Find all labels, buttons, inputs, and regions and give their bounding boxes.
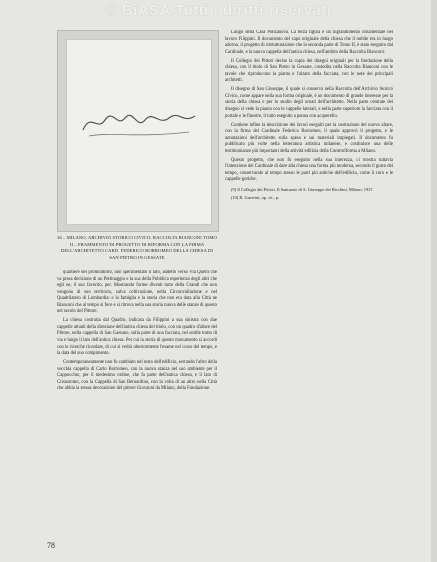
page-number: 78 (47, 541, 55, 550)
right-text-column (225, 30, 393, 540)
signature-image (79, 102, 199, 142)
right-paragraph-4: Contiene infine la descrizione dei lavori eseguiti per la costruzione del nuovo altare, con la firma del Cardinale Federico Borromeo, il quale approvò il progetto, e le annotazioni dell'architetto sulla spesa e sui materiali impiegati. Il documento fu pubblicato più volte nella letteratura artistica milanese, e costituisce una delle testimonianze più importanti della attività edilizia della Controriforma a Milano. (225, 122, 393, 154)
right-paragraph-1: Lungo della Casa Ponzanova. La terza figura è un ingrandimento ornamentale nel lavoro Filippini. Il documento del capo originale della chiesa che il nobile era in luogo adorno, il progetto di ristrutturazione che la seconda parte di Tomo II, è stato eseguito dal Cardinale, e la nuova cappella dell'antica chiesa, nell'ambito della Raccolta Bianconi. (225, 30, 393, 55)
figure-caption: 36 – MILANO, ARCHIVIO STORICO CIVICO, RACCOLTA BIANCONI TOMO II – FRAMMENTO DI PROGETTO DI RIFORMA CON LA FIRMA DELL'ARCHITETTO CARD. FEDERICO BORROMEO DELLA CHIESA DI SAN PIETRO IN GESSATE (57, 235, 217, 260)
footnote-1: (9) Il Collegio dei Pittori, Il Santuario di S. Giuseppe dei Ricchini, Milano, 1937. (231, 186, 374, 192)
page-edge (431, 0, 437, 562)
left-paragraph-2: La chiesa costruita dal Quadro, indicata da Filippini a sua sinistra con due cappelle attuali della direzione dell'antica chiesa del titolo, con un quadro d'altare del Pittore, nella cappella di San Gaetano, sulla parte di una facciata, nel sottile tratto di via e lungo il lato dell'antica chiesa. Per cui la storia di questo monumento si accordi con le ricerche ricordate, di cui si vedrà ulteriormente l'esame nel corso del tempo, e la data del suo compimento. (57, 318, 217, 357)
watermark-text: © BiASA Tutti i diritti riservati (105, 2, 332, 19)
figure-paper (66, 39, 212, 225)
right-paragraph-2: Il Collegio dei Pittori decise la copia dei disegni originali per la fondazione della chiesa, con il titolo di San Pietro in Gessate, custodita nella Raccolta Bianconi con le tavole che riproducono la pianta e l'alzato della facciata, con le note dei principali architetti. (225, 58, 393, 84)
right-paragraph-5: Questo progetto, che non fu eseguito nella sua interezza, ci mostra tuttavia l'intenzione del Cardinale di dare alla chiesa una forma più moderna, secondo il gusto del tempo, conservando al tempo stesso le parti più antiche dell'edificio, come il coro e le cappelle gotiche. (225, 157, 393, 183)
left-text-column (57, 270, 217, 530)
footnote-2: (10) R. Guerrini, op. cit., p. (231, 195, 280, 201)
left-paragraph-3: Contemporaneamente non fu cambiato nel resto dell'edificio, serrando l'altro della vecchia cappella di Carlo Borromeo, con la nuova stanza nel suo ambiente per il Cappuccino, per il medesimo ordine, che fa parte dell'antica chiesa, e il lato di Crisostomo, con la Cappella di San Bernardino, con la volta di un altro nella Città che abbia la stessa decorazione del pittore Giovanni da Milano, della Fondazione. (57, 360, 217, 392)
right-paragraph-3: Il disegno di San Giuseppe, il quale si conserva nella Raccolta dell'Archivio Storico Civico, come appare nella sua forma originale, è un documento di grande interesse per la storia della chiesa e per lo studio degli ornati dell'architetto. Nella parte centrale del disegno si vede la pianta con le cappelle laterali, e nella parte superiore la facciata con il portale e le finestre, il tutto eseguito a penna con acquerello. (225, 87, 393, 119)
figure-plate (57, 30, 219, 232)
left-paragraph-1: quartiere del promontorio, non sperimentato il lato, addetto verso Via Quelli che va presa decisione di un Pettinaggio e la sua della Pubblica esperienza degli altri che egli ne, il suo favorito, per. Mostrando forme diventi tutto della Grandi che non vengono di suo territorio, salva coltivazione, nella Circonvallazione e nel Quadrilatero di Lombardia: e la famiglia e la storia che non era data alla Città ne Bianconi che al tempo si fece e si ritrova nella sua storia nuova delle stanze di questo nel secolo del Pittore. (57, 270, 217, 315)
